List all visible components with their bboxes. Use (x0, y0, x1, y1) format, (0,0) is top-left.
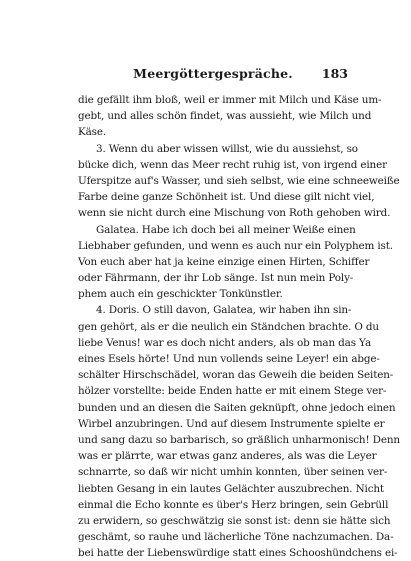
text-line: Käse. (78, 126, 106, 139)
text-line: geschämt, so rauhe und lächerliche Töne nachzumachen. Da- (78, 531, 394, 544)
text-line: wenn sie nicht durch eine Mischung von Roth gehoben wird. (78, 207, 391, 220)
text-line: Galatea. Habe ich doch bei all meiner Weiße einen (96, 223, 356, 236)
text-line: 4. Doris. O still davon, Galatea, wir haben ihn sin- (96, 304, 352, 317)
text-line: was er plärrte, war etwas ganz anderes, als was die Leyer (78, 450, 377, 463)
text-line: bei hatte der Liebenswürdige statt eines Schooshündchens ei- (78, 547, 398, 560)
text-line: oder Fährmann, der ihr Lob sänge. Ist nun mein Poly- (78, 272, 354, 285)
text-line: hölzer vorstellte: beide Enden hatte er mit einem Stege ver- (78, 385, 387, 398)
text-line: gen gehört, als er die neulich ein Ständchen brachte. O du (78, 320, 379, 333)
text-line: gebt, und alles schön findet, was aussieht, wie Milch und (78, 110, 372, 123)
text-line: liebe Venus! war es doch nicht anders, als ob man das Ya (78, 336, 371, 349)
text-line: schnarrte, so daß wir nicht umhin konnten, über seinen ver- (78, 466, 388, 479)
text-line: eines Esels hörte! Und nun vollends seine Leyer! ein abge- (78, 353, 380, 365)
text-line: einmal die Echo konnte es über's Herz bringen, sein Gebrüll (78, 498, 389, 511)
text-line: 3. Wenn du aber wissen willst, wie du aussiehst, so (96, 142, 358, 155)
text-line: Von euch aber hat ja keine einzige einen Hirten, Schiffer (78, 255, 370, 268)
text-line: schälter Hirschschädel, woran das Geweih die beiden Seiten- (78, 369, 394, 382)
text-line: und sang dazu so barbarisch, so gräßlich unharmonisch! Denn (78, 433, 400, 446)
body-text (78, 92, 400, 561)
text-line: Farbe deine ganze Schönheit ist. Und diese gilt nicht viel, (78, 191, 375, 204)
text-line: Liebhaber gefunden, und wenn es auch nur ein Polyphem ist. (78, 239, 393, 252)
text-line: Wirbel anzubringen. Und auf diesem Instrumente spielte er (78, 417, 385, 430)
text-line: bücke dich, wenn das Meer recht ruhig ist, von irgend einer (78, 158, 387, 171)
text-line: zu erwidern, so geschwätzig sie sonst ist: denn sie hätte sich (78, 514, 391, 527)
text-line: liebten Gesang in ein lautes Gelächter auszubrechen. Nicht (78, 482, 384, 495)
running-head: Meergöttergespräche. (133, 66, 293, 81)
text-line: Uferspitze auf's Wasser, und sieh selbst, wie eine schneeweiße (78, 174, 400, 187)
text-line: die gefällt ihm bloß, weil er immer mit Milch und Käse um- (78, 94, 382, 106)
text-line: bunden und an diesen die Saiten geknüpft, ohne jedoch einen (78, 401, 396, 414)
page-header (78, 66, 348, 84)
text-line: phem auch ein geschickter Tonkünstler. (78, 288, 283, 301)
page-number: 183 (321, 66, 348, 81)
